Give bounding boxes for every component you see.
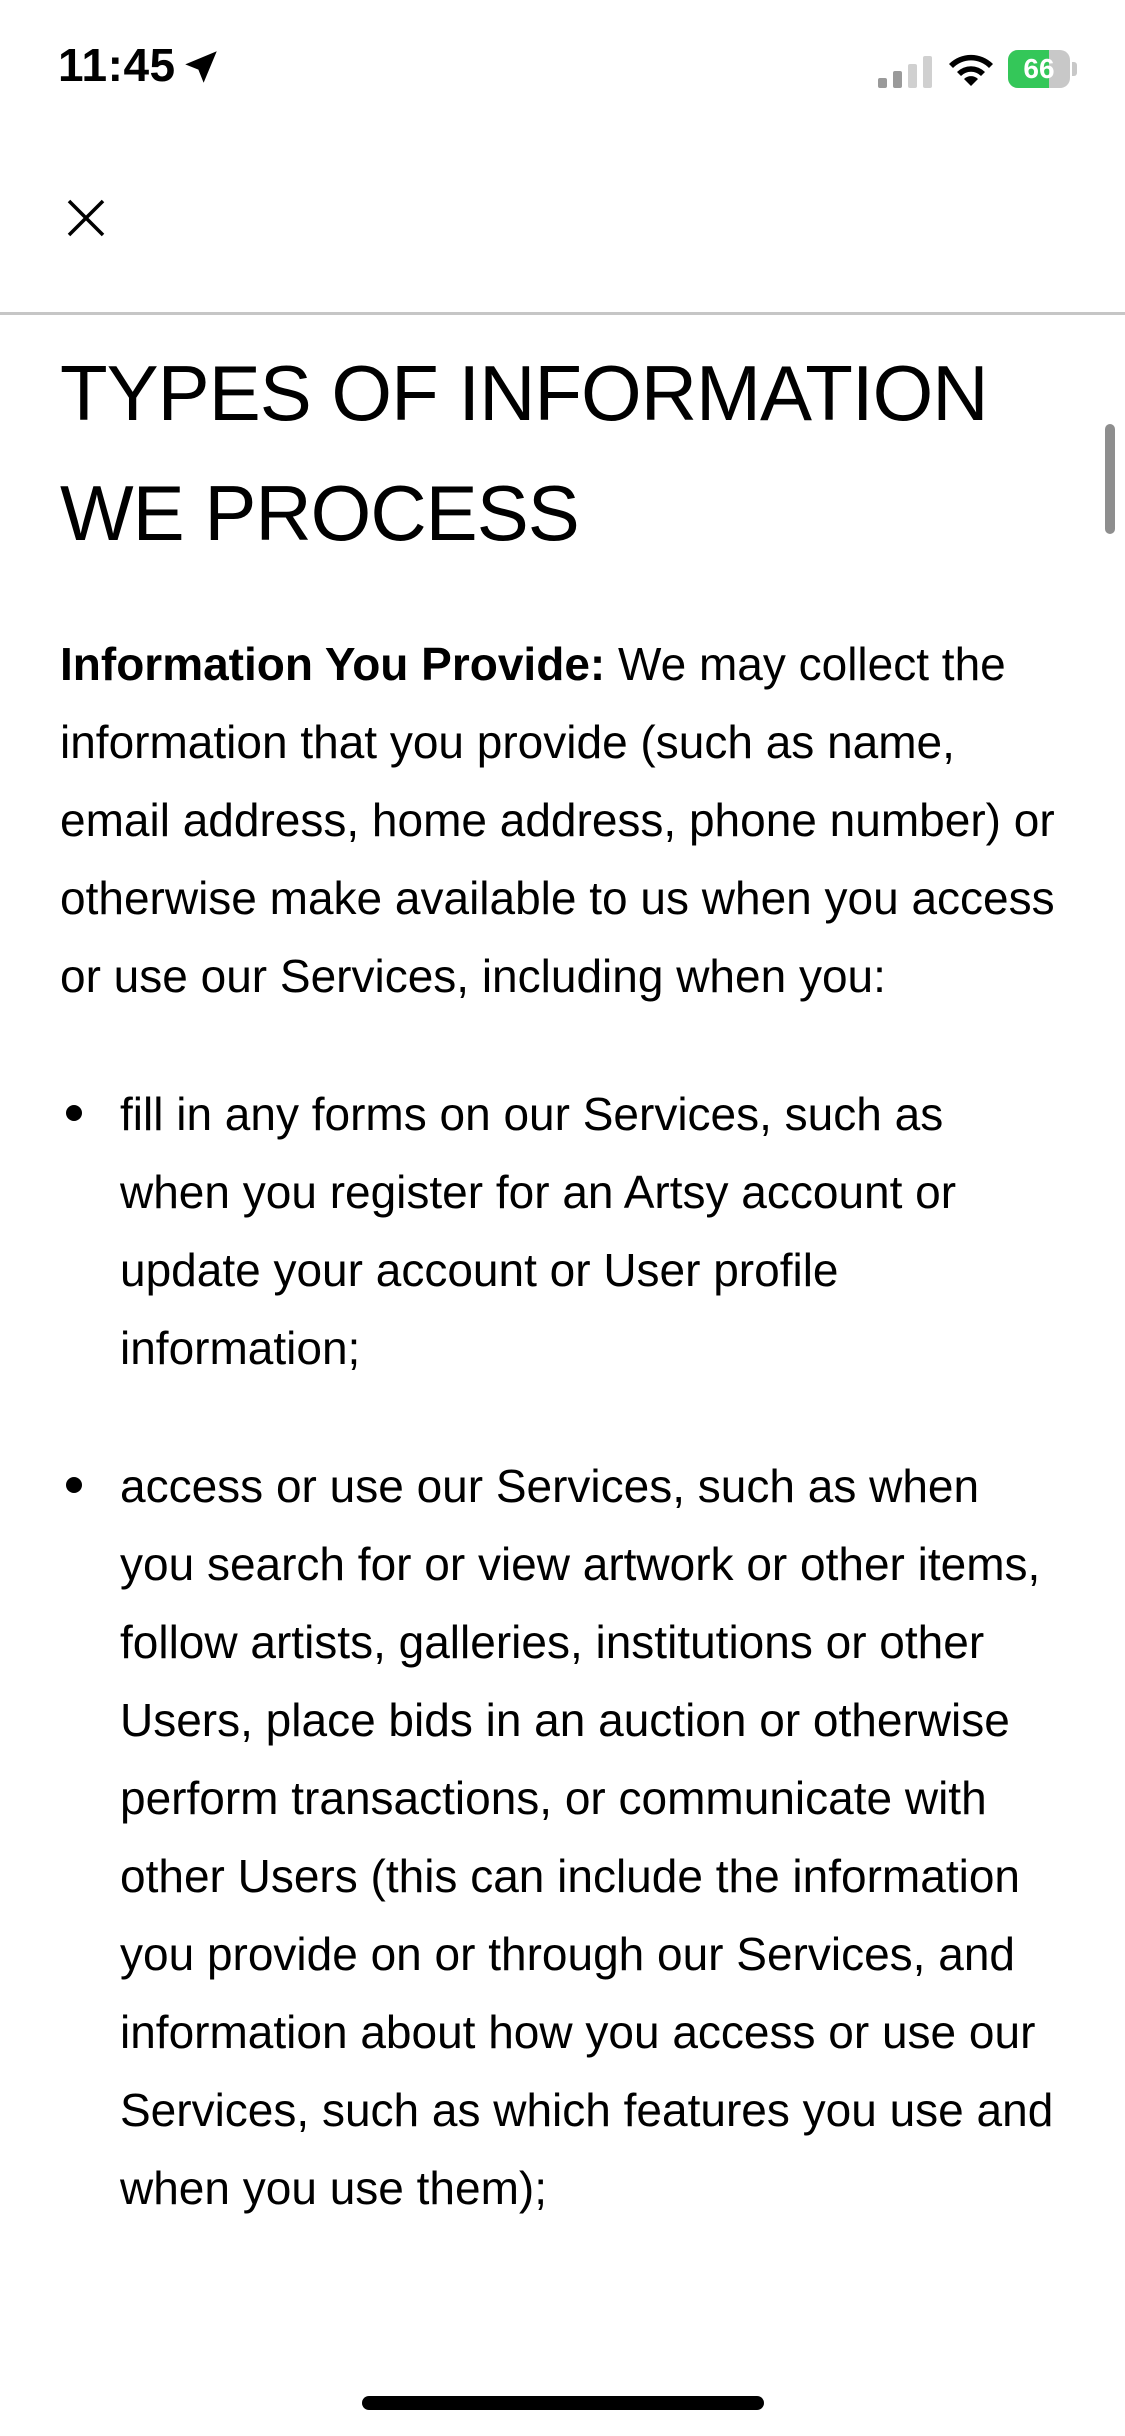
document-content[interactable] [60, 315, 1060, 2310]
battery-charging-icon [1008, 50, 1078, 88]
bullet-dot [66, 1105, 82, 1121]
close-icon [66, 198, 106, 238]
list-item [60, 1075, 1060, 1387]
intro-text: We may collect the information that you provide (such as name, email address, home address, phone number) or otherwise make available to us when you access or use our Services, including when you: [60, 638, 1055, 1002]
list-item-text: fill in any forms on our Services, such as when you register for an Artsy account or update your account or User profile information; [120, 1088, 957, 1374]
page-title: TYPES OF INFORMATION WE PROCESS [60, 349, 988, 557]
battery-level: 66 [1023, 53, 1055, 84]
intro-paragraph [60, 625, 1060, 1015]
close-button[interactable] [54, 186, 118, 250]
list-item [60, 1447, 1060, 2227]
cellular-signal-icon [878, 56, 934, 88]
status-time: 11:45 [58, 39, 176, 91]
battery-body [1008, 50, 1070, 88]
location-arrow-icon [180, 46, 222, 88]
bullet-list [60, 1075, 1060, 2227]
intro-lead: Information You Provide: [60, 638, 606, 690]
battery-tip [1072, 62, 1077, 76]
scrollbar[interactable] [1105, 424, 1115, 534]
home-indicator[interactable] [362, 2396, 764, 2410]
status-bar [0, 0, 1125, 140]
wifi-icon [946, 50, 996, 88]
bullet-dot [66, 1477, 82, 1493]
list-item-text: access or use our Services, such as when you search for or view artwork or other items, follow artists, galleries, institutions or other Users, place bids in an auction or otherwise perform transactions, or communicate with other Users (this can include the information you provide on or through our Services, and information about how you access or use our Services, such as which features you use and when you use them); [120, 1460, 1054, 2214]
